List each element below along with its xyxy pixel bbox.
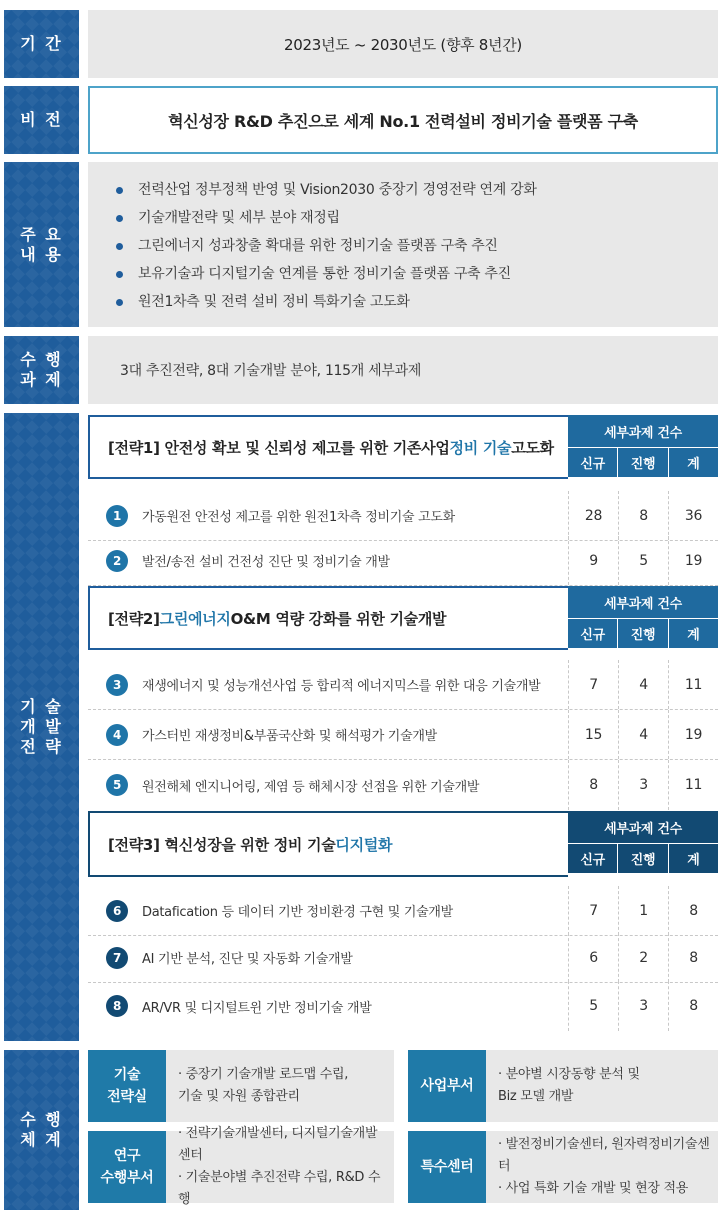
- row-text: 가스터빈 재생정비&부품국산화 및 해석평가 기술개발: [142, 729, 437, 744]
- title-text: O&M 역량 강화를 위한 기술개발: [230, 609, 447, 628]
- row-number: 4: [106, 724, 128, 746]
- row-values: [568, 491, 718, 540]
- row-text: 원전해체 엔지니어링, 제염 등 해체시장 선점을 위한 기술개발: [142, 779, 480, 795]
- val-new: 28: [568, 491, 618, 540]
- main-content-panel: [88, 162, 718, 327]
- main-content-row: [4, 162, 718, 327]
- title-text: [전략3] 혁신성장을 위한 정비 기술: [108, 835, 336, 854]
- count-header-cols: [568, 618, 718, 648]
- val-new: 5: [568, 981, 618, 1031]
- period-label: 기 간: [4, 10, 79, 78]
- col-ongoing: 진행: [617, 843, 667, 873]
- col-new: 신규: [568, 843, 617, 873]
- table-row: [88, 981, 718, 1031]
- vision-label: 비 전: [4, 86, 79, 154]
- val-new: 7: [568, 886, 618, 935]
- row-values: [568, 660, 718, 709]
- strategy-area: [88, 413, 718, 1041]
- strategy-block-3: [88, 811, 718, 1039]
- main-content-label: 주 요 내 용: [4, 162, 79, 327]
- count-header-title: 세부과제 건수: [568, 586, 718, 618]
- row-text: 가동원전 안전성 제고를 위한 원전1차측 정비기술 고도화: [142, 510, 455, 525]
- tasks-value: 3대 추진전략, 8대 기술개발 분야, 115개 세부과제: [88, 336, 718, 404]
- col-total: 계: [668, 618, 718, 648]
- col-ongoing: 진행: [617, 447, 667, 477]
- count-header-cols: [568, 843, 718, 873]
- val-total: 19: [668, 710, 718, 759]
- list-item: 기술개발전략 및 세부 분야 재정립: [116, 204, 718, 232]
- col-new: 신규: [568, 447, 617, 477]
- row-values: [568, 981, 718, 1031]
- table-row: [88, 933, 718, 983]
- vision-row: [4, 86, 718, 154]
- list-item: 보유기술과 디지털기술 연계를 통한 정비기술 플랫폼 구축 추진: [116, 260, 718, 288]
- col-new: 신규: [568, 618, 617, 648]
- list-item: 원전1차측 및 전력 설비 정비 특화기술 고도화: [116, 288, 718, 316]
- val-total: 8: [668, 886, 718, 935]
- row-text: Datafication 등 데이터 기반 정비환경 구현 및 기술개발: [142, 905, 453, 920]
- list-item: 전력산업 정부정책 반영 및 Vision2030 중장기 경영전략 연계 강화: [116, 176, 718, 204]
- org-unit-name: 기술 전략실: [88, 1050, 166, 1122]
- strategy-block-1: [88, 415, 718, 585]
- table-row: [88, 536, 718, 586]
- row-number: 7: [106, 947, 128, 969]
- organization-row: [4, 1050, 718, 1210]
- row-text: 재생에너지 및 성능개선사업 등 합리적 에너지믹스를 위한 대응 기술개발: [142, 679, 541, 694]
- val-ongoing: 4: [618, 660, 668, 709]
- val-total: 36: [668, 491, 718, 540]
- val-total: 11: [668, 660, 718, 709]
- title-text: [전략2]: [108, 609, 160, 628]
- strategy-label: 기 술 개 발 전 략: [4, 413, 79, 1041]
- period-row: [4, 10, 718, 78]
- period-value: 2023년도 ~ 2030년도 (향후 8년간): [88, 10, 718, 78]
- val-ongoing: 4: [618, 710, 668, 759]
- strategy-title-2: [88, 586, 568, 650]
- val-new: 9: [568, 536, 618, 585]
- strategy-title-3: [88, 811, 568, 877]
- row-number: 2: [106, 550, 128, 572]
- table-row: [88, 760, 718, 810]
- title-text: [전략1] 안전성 확보 및 신뢰성 제고를 위한 기존사업: [108, 438, 450, 457]
- val-new: 8: [568, 760, 618, 810]
- col-ongoing: 진행: [617, 618, 667, 648]
- row-number: 5: [106, 774, 128, 796]
- row-number: 6: [106, 900, 128, 922]
- val-ongoing: 1: [618, 886, 668, 935]
- val-total: 8: [668, 981, 718, 1031]
- val-total: 19: [668, 536, 718, 585]
- strategy-block-2: [88, 586, 718, 812]
- val-total: 8: [668, 933, 718, 982]
- table-row: [88, 886, 718, 936]
- org-unit: [408, 1131, 718, 1203]
- table-row: [88, 660, 718, 710]
- org-unit-name: 연구 수행부서: [88, 1131, 166, 1203]
- col-total: 계: [668, 447, 718, 477]
- organization-label: 수 행 체 계: [4, 1050, 79, 1210]
- org-unit-desc: · 발전정비기술센터, 원자력정비기술센터 · 사업 특화 기술 개발 및 현장 적용: [498, 1137, 710, 1196]
- row-text: AR/VR 및 디지털트윈 기반 정비기술 개발: [142, 1000, 372, 1016]
- table-row: [88, 491, 718, 541]
- title-highlight: 그린에너지: [159, 609, 231, 628]
- strategy-row: [4, 413, 718, 1041]
- count-header-title: 세부과제 건수: [568, 415, 718, 447]
- strategy-title-1: [88, 415, 568, 479]
- title-text: 고도화: [511, 438, 554, 457]
- val-new: 6: [568, 933, 618, 982]
- org-unit: [408, 1050, 718, 1122]
- org-unit-desc: · 전략기술개발센터, 디지털기술개발센터 · 기술분야별 추진전략 수립, R&D 수행: [178, 1126, 381, 1207]
- count-header-1: [568, 415, 718, 479]
- org-unit-name: 특수센터: [408, 1131, 486, 1203]
- list-item: 그린에너지 성과창출 확대를 위한 정비기술 플랫폼 구축 추진: [116, 232, 718, 260]
- org-unit: [88, 1050, 394, 1122]
- tasks-label: 수 행 과 제: [4, 336, 79, 404]
- val-new: 7: [568, 660, 618, 709]
- table-row: [88, 710, 718, 760]
- org-unit: [88, 1126, 394, 1207]
- row-text: 발전/송전 설비 건전성 진단 및 정비기술 개발: [142, 555, 390, 570]
- org-unit-name: 사업부서: [408, 1050, 486, 1122]
- count-header-3: [568, 811, 718, 877]
- tasks-row: [4, 336, 718, 404]
- title-highlight: 디지털화: [335, 835, 393, 854]
- row-number: 1: [106, 505, 128, 527]
- col-total: 계: [668, 843, 718, 873]
- val-new: 15: [568, 710, 618, 759]
- org-unit-desc: · 분야별 시장동향 분석 및 Biz 모델 개발: [498, 1067, 640, 1104]
- val-ongoing: 3: [618, 981, 668, 1031]
- row-values: [568, 886, 718, 935]
- row-values: [568, 760, 718, 810]
- org-unit-desc: · 중장기 기술개발 로드맵 수립, 기술 및 자원 종합관리: [178, 1067, 349, 1104]
- row-values: [568, 710, 718, 759]
- val-ongoing: 5: [618, 536, 668, 585]
- val-total: 11: [668, 760, 718, 810]
- title-highlight: 정비 기술: [449, 438, 512, 457]
- val-ongoing: 8: [618, 491, 668, 540]
- row-values: [568, 933, 718, 982]
- row-number: 8: [106, 995, 128, 1017]
- row-values: [568, 536, 718, 585]
- vision-value: 혁신성장 R&D 추진으로 세계 No.1 전력설비 정비기술 플랫폼 구축: [88, 86, 718, 154]
- val-ongoing: 3: [618, 760, 668, 810]
- count-header-cols: [568, 447, 718, 477]
- val-ongoing: 2: [618, 933, 668, 982]
- main-content-list: [88, 162, 718, 316]
- count-header-2: [568, 586, 718, 650]
- count-header-title: 세부과제 건수: [568, 811, 718, 843]
- row-number: 3: [106, 674, 128, 696]
- row-text: AI 기반 분석, 진단 및 자동화 기술개발: [142, 952, 353, 967]
